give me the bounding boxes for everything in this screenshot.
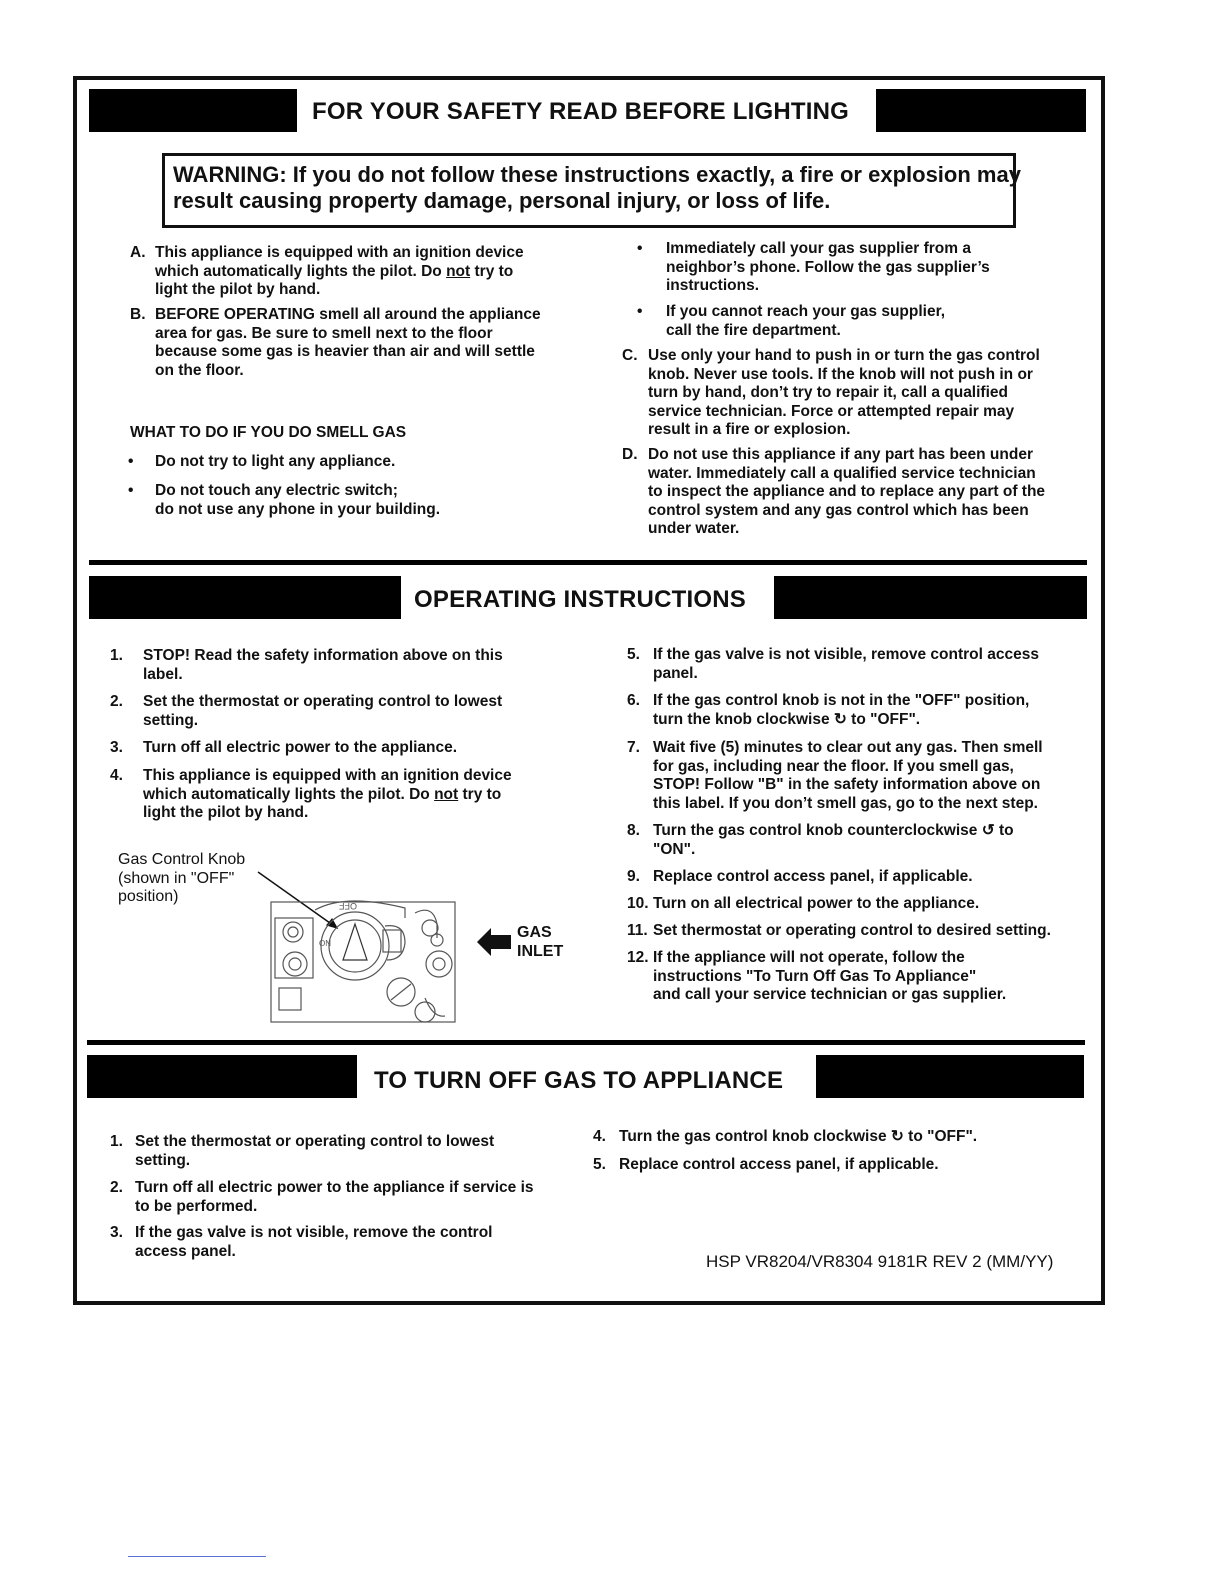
step-number: 3. [110, 739, 123, 756]
header-bar-right [876, 89, 1086, 132]
gas-control-knob-caption: Gas Control Knob (shown in "OFF" position) [118, 851, 246, 905]
turn-off-step-4: Turn the gas control knob clockwise ↻ to "OFF". [619, 1128, 978, 1145]
warning-box [162, 153, 1021, 228]
smell-bullet-2: Do not touch any electric switch; do not use any phone in your building. [155, 482, 441, 518]
turn-off-step-3: If the gas valve is not visible, remove the control access panel. [135, 1224, 493, 1260]
step-number: 9. [627, 868, 640, 885]
step-number: 6. [627, 692, 640, 709]
section-divider [87, 1040, 1085, 1045]
item-b-text: BEFORE OPERATING smell all around the appliance area for gas. Be sure to smell next to the floor because some gas is heavier than air and will settle on the floor. [155, 306, 541, 379]
operating-step-12: If the appliance will not operate, follow the instructions "To Turn Off Gas To Appliance" and call your service technician or gas supplier. [653, 949, 1007, 1003]
valve-on-label: ON [319, 939, 331, 948]
operating-title: OPERATING INSTRUCTIONS [414, 586, 746, 613]
gas-inlet-label: GAS INLET [517, 924, 564, 960]
safety-title: FOR YOUR SAFETY READ BEFORE LIGHTING [312, 98, 850, 125]
item-d-text: Do not use this appliance if any part has been under water. Immediately call a qualified service technician to inspect the appliance and to replace any part of the control system and any gas control which has been under water. [648, 446, 1046, 537]
bullet: • [637, 303, 643, 320]
step-number: 10. [627, 895, 649, 912]
operating-step-4: This appliance is equipped with an ignition device which automatically lights the pilot. Do not try to light the pilot by hand. [143, 767, 512, 821]
header-bar-right [816, 1055, 1084, 1098]
header-bar-left [87, 1055, 357, 1098]
step-number: 2. [110, 1179, 123, 1196]
turn-off-step-2: Turn off all electric power to the appliance if service is to be performed. [135, 1179, 534, 1215]
header-bar-left [89, 576, 401, 619]
step-number: 7. [627, 739, 640, 756]
right-bullet-2: If you cannot reach your gas supplier, call the fire department. [666, 303, 946, 339]
item-d-label: D. [622, 446, 638, 463]
step-number: 8. [627, 822, 640, 839]
item-a-label: A. [130, 244, 146, 261]
operating-step-7: Wait five (5) minutes to clear out any gas. Then smell for gas, including near the floor. If you smell gas, STOP! Follow "B" in the safety information above on this label. If you don’t smell gas, go to the next step. [653, 739, 1043, 812]
gas-inlet-arrow-icon [477, 928, 511, 956]
right-fitting [426, 951, 452, 977]
operating-step-6: If the gas control knob is not in the "OFF" position, turn the knob clockwise ↻ to "OFF". [653, 692, 1030, 728]
bullet: • [128, 482, 134, 499]
operating-step-10: Turn on all electrical power to the appliance. [653, 895, 980, 912]
operating-step-5: If the gas valve is not visible, remove control access panel. [653, 646, 1039, 682]
leader-line [258, 872, 337, 928]
warning-text: WARNING: If you do not follow these instructions exactly, a fire or explosion may result causing property damage, personal injury, or loss of life. [173, 162, 1021, 213]
turn-off-step-1: Set the thermostat or operating control to lowest setting. [135, 1133, 495, 1169]
operating-step-9: Replace control access panel, if applicable. [653, 868, 973, 885]
bullet: • [128, 453, 134, 470]
item-b-label: B. [130, 306, 146, 323]
step-number: 3. [110, 1224, 123, 1241]
right-bullet-1: Immediately call your gas supplier from a neighbor’s phone. Follow the gas supplier’s instructions. [666, 240, 990, 294]
turn-off-step-5: Replace control access panel, if applicable. [619, 1156, 939, 1173]
link-underline [128, 1556, 266, 1557]
step-number: 2. [110, 693, 123, 710]
section-divider [89, 560, 1087, 565]
step-number: 4. [110, 767, 123, 784]
header-bar-right [774, 576, 1087, 619]
step-number: 1. [110, 647, 123, 664]
header-bar-left [89, 89, 297, 132]
step-number: 12. [627, 949, 649, 966]
lower-left-fitting [283, 952, 307, 976]
knob-pointer [343, 924, 367, 960]
operating-step-3: Turn off all electric power to the appliance. [143, 739, 458, 756]
operating-step-2: Set the thermostat or operating control to lowest setting. [143, 693, 503, 729]
smell-gas-heading: WHAT TO DO IF YOU DO SMELL GAS [130, 424, 407, 441]
item-a-text: This appliance is equipped with an ignition device which automatically lights the pilot. Do not try to light the pilot by hand. [155, 244, 524, 298]
valve-off-label: OFF [339, 901, 357, 911]
smell-bullet-1: Do not try to light any appliance. [155, 453, 396, 470]
step-number: 5. [627, 646, 640, 663]
operating-step-8: Turn the gas control knob counterclockwise ↺ to "ON". [653, 822, 1014, 858]
step-number: 1. [110, 1133, 123, 1150]
left-fitting [283, 922, 303, 942]
item-c-text: Use only your hand to push in or turn the gas control knob. Never use tools. If the knob will not push in or turn by hand, don’t try to repair it, call a qualified service technician. Force or attempted repair may result in a fire or explosion. [648, 347, 1040, 438]
item-c-label: C. [622, 347, 638, 364]
document-code: HSP VR8204/VR8304 9181R REV 2 (MM/YY) [706, 1252, 1054, 1271]
step-number: 11. [627, 922, 648, 939]
step-number: 5. [593, 1156, 606, 1173]
step-number: 4. [593, 1128, 606, 1145]
operating-step-1: STOP! Read the safety information above on this label. [143, 647, 503, 683]
turn-off-title: TO TURN OFF GAS TO APPLIANCE [374, 1067, 784, 1094]
gas-valve-diagram [255, 868, 470, 1028]
operating-step-11: Set thermostat or operating control to desired setting. [653, 922, 1051, 939]
bullet: • [637, 240, 643, 257]
